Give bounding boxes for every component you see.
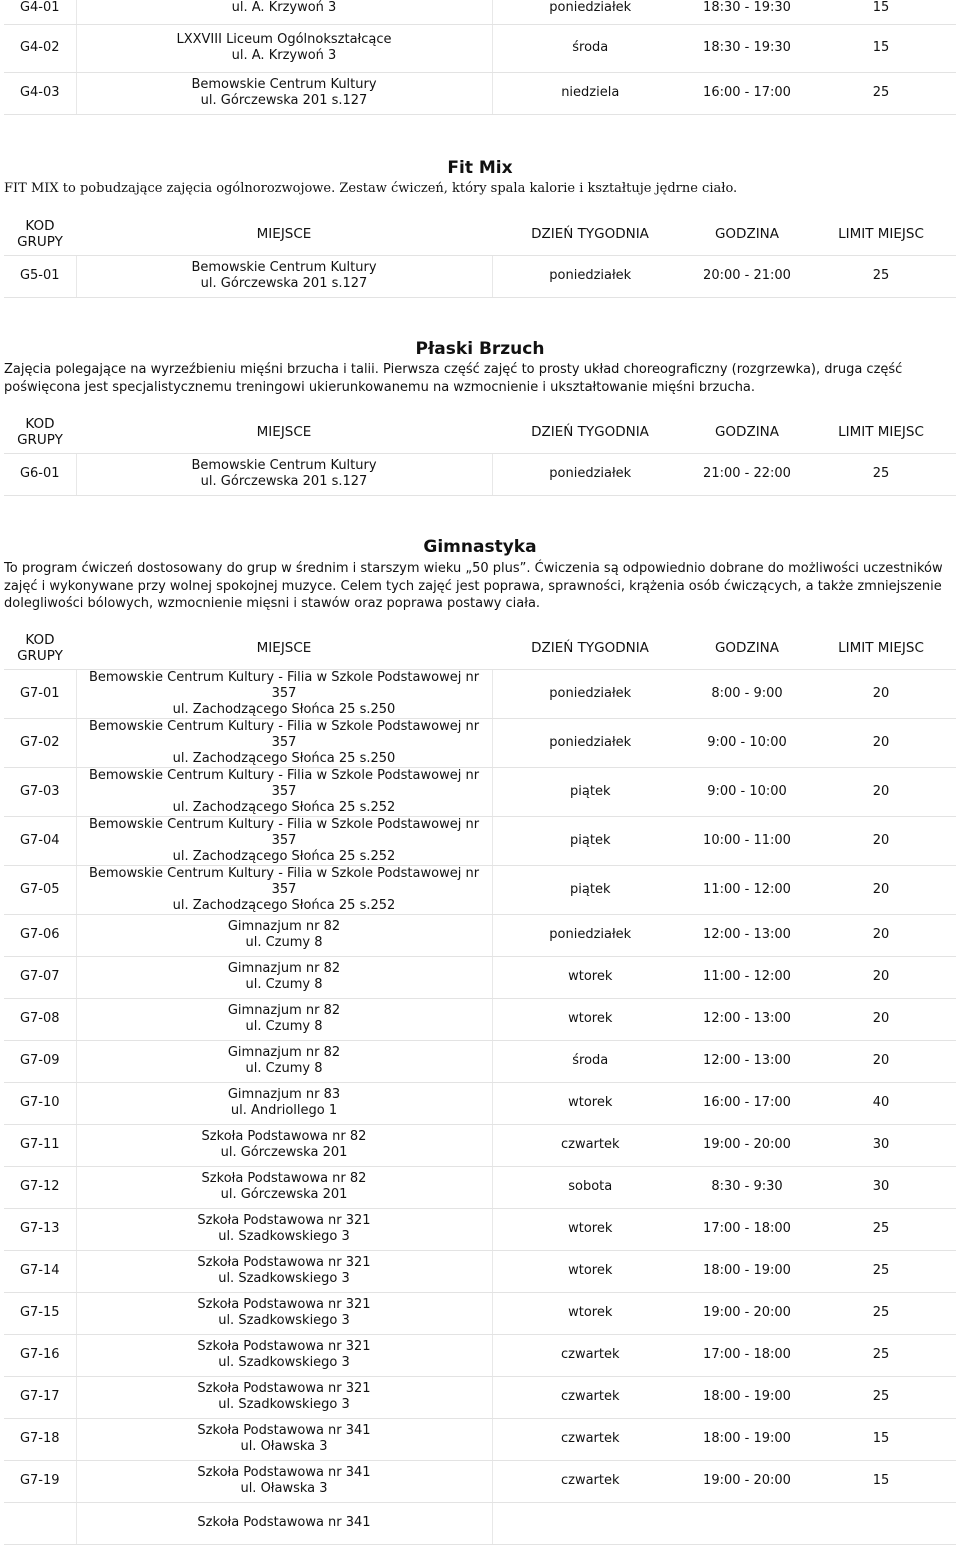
weekday: piątek (492, 865, 688, 914)
header-code-line1: KOD (25, 217, 55, 234)
header-day: DZIEŃ TYGODNIA (492, 213, 688, 255)
header-day: DZIEŃ TYGODNIA (492, 411, 688, 453)
table-header-row (4, 411, 956, 453)
place-cell (76, 24, 492, 72)
header-code (4, 213, 76, 255)
place-address: ul. Oławska 3 (240, 1439, 328, 1454)
place-cell (76, 0, 492, 24)
header-hours: GODZINA (688, 213, 806, 255)
limit: 20 (806, 767, 956, 816)
table-row (4, 956, 956, 998)
place-name: Bemowskie Centrum Kultury - Filia w Szkole Podstawowej nr 357 (88, 718, 480, 750)
group-code: G7-06 (4, 914, 76, 956)
group-code: G7-17 (4, 1376, 76, 1418)
place-name: Bemowskie Centrum Kultury - Filia w Szkole Podstawowej nr 357 (88, 669, 480, 701)
group-code: G4-02 (4, 24, 76, 72)
weekday: wtorek (492, 1250, 688, 1292)
place-cell (76, 816, 492, 865)
hours: 12:00 - 13:00 (688, 914, 806, 956)
limit: 20 (806, 718, 956, 767)
weekday: poniedziałek (492, 453, 688, 495)
place-name: ul. A. Krzywoń 3 (231, 0, 337, 15)
limit: 15 (806, 0, 956, 24)
place-cell (76, 1208, 492, 1250)
place-address: ul. Czumy 8 (245, 1061, 323, 1076)
place-name: Szkoła Podstawowa nr 321 (197, 1381, 371, 1396)
weekday: niedziela (492, 72, 688, 114)
place-address: ul. Zachodzącego Słońca 25 s.252 (172, 848, 396, 864)
hours: 18:30 - 19:30 (688, 0, 806, 24)
group-code: G7-13 (4, 1208, 76, 1250)
table-row (4, 255, 956, 297)
weekday: środa (492, 24, 688, 72)
place-name: Bemowskie Centrum Kultury (191, 260, 377, 275)
place-address: ul. Czumy 8 (245, 1019, 323, 1034)
weekday: wtorek (492, 998, 688, 1040)
place-address: ul. Górczewska 201 (220, 1187, 348, 1202)
place-name: Gimnazjum nr 82 (227, 1003, 341, 1018)
header-code-line2: GRUPY (17, 233, 63, 250)
table-row (4, 865, 956, 914)
place-address: ul. Szadkowskiego 3 (218, 1271, 350, 1286)
limit: 20 (806, 816, 956, 865)
place-cell (76, 998, 492, 1040)
weekday: czwartek (492, 1376, 688, 1418)
place-name: LXXVIII Liceum Ogólnokształcące (176, 32, 392, 47)
place-name: Szkoła Podstawowa nr 321 (197, 1297, 371, 1312)
header-code (4, 411, 76, 453)
schedule-table-fitmix (4, 213, 956, 298)
place-address: ul. Czumy 8 (245, 935, 323, 950)
weekday: czwartek (492, 1124, 688, 1166)
group-code: G7-15 (4, 1292, 76, 1334)
table-row (4, 1376, 956, 1418)
group-code: G7-01 (4, 669, 76, 718)
limit: 15 (806, 1418, 956, 1460)
table-row (4, 24, 956, 72)
hours: 12:00 - 13:00 (688, 1040, 806, 1082)
table-row (4, 1418, 956, 1460)
place-name: Szkoła Podstawowa nr 341 (197, 1515, 371, 1530)
weekday: wtorek (492, 1082, 688, 1124)
hours: 9:00 - 10:00 (688, 767, 806, 816)
place-name: Bemowskie Centrum Kultury (191, 77, 377, 92)
limit: 30 (806, 1124, 956, 1166)
place-cell (76, 669, 492, 718)
group-code: G4-03 (4, 72, 76, 114)
limit: 20 (806, 956, 956, 998)
table-row (4, 998, 956, 1040)
place-cell (76, 767, 492, 816)
header-day: DZIEŃ TYGODNIA (492, 627, 688, 669)
table-row (4, 453, 956, 495)
header-place: MIEJSCE (76, 213, 492, 255)
place-address: ul. Górczewska 201 s.127 (200, 93, 368, 108)
group-code: G7-08 (4, 998, 76, 1040)
place-name: Szkoła Podstawowa nr 82 (201, 1129, 367, 1144)
hours: 11:00 - 12:00 (688, 865, 806, 914)
limit: 25 (806, 1334, 956, 1376)
place-name: Bemowskie Centrum Kultury - Filia w Szkole Podstawowej nr 357 (88, 816, 480, 848)
weekday: poniedziałek (492, 0, 688, 24)
hours: 17:00 - 18:00 (688, 1334, 806, 1376)
place-cell (76, 956, 492, 998)
table-row (4, 1040, 956, 1082)
table-row (4, 1334, 956, 1376)
place-name: Bemowskie Centrum Kultury (191, 458, 377, 473)
table-row (4, 816, 956, 865)
group-code (4, 1502, 76, 1544)
hours: 20:00 - 21:00 (688, 255, 806, 297)
group-code: G7-07 (4, 956, 76, 998)
place-name: Szkoła Podstawowa nr 82 (201, 1171, 367, 1186)
table-row (4, 1208, 956, 1250)
limit: 25 (806, 1250, 956, 1292)
place-address: ul. Oławska 3 (240, 1481, 328, 1496)
place-cell (76, 1502, 492, 1544)
group-code: G7-03 (4, 767, 76, 816)
place-cell (76, 1334, 492, 1376)
limit: 15 (806, 1460, 956, 1502)
hours: 8:00 - 9:00 (688, 669, 806, 718)
place-cell (76, 914, 492, 956)
table-row (4, 1250, 956, 1292)
header-code-line2: GRUPY (17, 647, 63, 664)
place-address: ul. Zachodzącego Słońca 25 s.252 (172, 897, 396, 913)
schedule-table-gimnastyka (4, 627, 956, 1545)
place-cell (76, 255, 492, 297)
table-row (4, 1502, 956, 1544)
hours: 19:00 - 20:00 (688, 1292, 806, 1334)
place-cell (76, 72, 492, 114)
place-cell (76, 1040, 492, 1082)
group-code: G7-09 (4, 1040, 76, 1082)
place-name: Szkoła Podstawowa nr 321 (197, 1255, 371, 1270)
limit: 30 (806, 1166, 956, 1208)
hours: 18:00 - 19:00 (688, 1250, 806, 1292)
weekday: czwartek (492, 1334, 688, 1376)
limit: 15 (806, 24, 956, 72)
group-code: G7-04 (4, 816, 76, 865)
table-row (4, 1166, 956, 1208)
header-code-line1: KOD (25, 631, 55, 648)
place-cell (76, 865, 492, 914)
table-row (4, 1124, 956, 1166)
limit (806, 1502, 956, 1544)
hours: 18:00 - 19:00 (688, 1376, 806, 1418)
hours: 18:30 - 19:30 (688, 24, 806, 72)
group-code: G7-19 (4, 1460, 76, 1502)
header-place: MIEJSCE (76, 411, 492, 453)
group-code: G6-01 (4, 453, 76, 495)
place-name: Szkoła Podstawowa nr 341 (197, 1465, 371, 1480)
place-cell (76, 453, 492, 495)
group-code: G7-18 (4, 1418, 76, 1460)
section-title-brzuch: Płaski Brzuch (415, 339, 545, 359)
place-cell (76, 1460, 492, 1502)
place-cell (76, 1376, 492, 1418)
limit: 25 (806, 72, 956, 114)
hours: 16:00 - 17:00 (688, 1082, 806, 1124)
weekday: wtorek (492, 956, 688, 998)
limit: 25 (806, 1208, 956, 1250)
place-name: Bemowskie Centrum Kultury - Filia w Szkole Podstawowej nr 357 (88, 865, 480, 897)
weekday: czwartek (492, 1418, 688, 1460)
place-address: ul. Szadkowskiego 3 (218, 1397, 350, 1412)
place-address: ul. Szadkowskiego 3 (218, 1313, 350, 1328)
header-code-line1: KOD (25, 415, 55, 432)
place-address: ul. Czumy 8 (245, 977, 323, 992)
weekday: piątek (492, 816, 688, 865)
table-row (4, 0, 956, 24)
limit: 25 (806, 255, 956, 297)
limit: 20 (806, 998, 956, 1040)
weekday: poniedziałek (492, 914, 688, 956)
limit: 20 (806, 914, 956, 956)
weekday: wtorek (492, 1292, 688, 1334)
place-address: ul. A. Krzywoń 3 (231, 48, 337, 63)
group-code: G7-10 (4, 1082, 76, 1124)
schedule-table-brzuch (4, 411, 956, 496)
table-row (4, 72, 956, 114)
hours: 21:00 - 22:00 (688, 453, 806, 495)
header-code-line2: GRUPY (17, 431, 63, 448)
weekday: piątek (492, 767, 688, 816)
weekday (492, 1502, 688, 1544)
limit: 20 (806, 669, 956, 718)
section-title-fitmix: Fit Mix (447, 158, 513, 178)
hours: 19:00 - 20:00 (688, 1460, 806, 1502)
place-name: Bemowskie Centrum Kultury - Filia w Szkole Podstawowej nr 357 (88, 767, 480, 799)
table-row (4, 718, 956, 767)
table-row (4, 1292, 956, 1334)
section-desc-gimnastyka: To program ćwiczeń dostosowany do grup w średnim i starszym wieku „50 plus”. Ćwiczenia są odpowiednio dobrane do możliwości uczestników zajęć i wykonywane przy wolnej spokojnej muzyce. Celem tych zajęć jest poprawa, sprawności, krążenia osób ćwiczących, a także zmniejszenie dolegliwości bólowych, wzmocnienie mięsni i stawów oraz poprawa postawy ciała. (4, 561, 943, 611)
group-code: G7-12 (4, 1166, 76, 1208)
hours: 8:30 - 9:30 (688, 1166, 806, 1208)
place-address: ul. Zachodzącego Słońca 25 s.252 (172, 799, 396, 815)
place-cell (76, 718, 492, 767)
place-address: ul. Andriollego 1 (230, 1103, 338, 1118)
place-name: Szkoła Podstawowa nr 321 (197, 1339, 371, 1354)
limit: 20 (806, 1040, 956, 1082)
header-hours: GODZINA (688, 411, 806, 453)
hours: 9:00 - 10:00 (688, 718, 806, 767)
hours: 10:00 - 11:00 (688, 816, 806, 865)
place-address: ul. Zachodzącego Słońca 25 s.250 (172, 750, 396, 766)
limit: 40 (806, 1082, 956, 1124)
section-desc-fitmix: FIT MIX to pobudzające zajęcia ogólnorozwojowe. Zestaw ćwiczeń, który spala kalorie i kształtuje jędrne ciało. (4, 181, 738, 196)
group-code: G7-02 (4, 718, 76, 767)
header-limit: LIMIT MIEJSC (806, 213, 956, 255)
table-row (4, 669, 956, 718)
hours (688, 1502, 806, 1544)
place-name: Szkoła Podstawowa nr 341 (197, 1423, 371, 1438)
place-name: Gimnazjum nr 82 (227, 961, 341, 976)
place-cell (76, 1166, 492, 1208)
hours: 16:00 - 17:00 (688, 72, 806, 114)
weekday: środa (492, 1040, 688, 1082)
header-limit: LIMIT MIEJSC (806, 627, 956, 669)
hours: 11:00 - 12:00 (688, 956, 806, 998)
place-address: ul. Górczewska 201 s.127 (200, 474, 368, 489)
place-cell (76, 1418, 492, 1460)
group-code: G7-11 (4, 1124, 76, 1166)
group-code: G7-05 (4, 865, 76, 914)
table-row (4, 767, 956, 816)
hours: 19:00 - 20:00 (688, 1124, 806, 1166)
table-row (4, 1082, 956, 1124)
place-cell (76, 1292, 492, 1334)
place-address: ul. Górczewska 201 (220, 1145, 348, 1160)
place-name: Gimnazjum nr 82 (227, 1045, 341, 1060)
weekday: sobota (492, 1166, 688, 1208)
table-row (4, 914, 956, 956)
place-name: Szkoła Podstawowa nr 321 (197, 1213, 371, 1228)
limit: 20 (806, 865, 956, 914)
table-row (4, 1460, 956, 1502)
place-address: ul. Szadkowskiego 3 (218, 1229, 350, 1244)
place-address: ul. Szadkowskiego 3 (218, 1355, 350, 1370)
place-name: Gimnazjum nr 83 (227, 1087, 341, 1102)
place-address: ul. Zachodzącego Słońca 25 s.250 (172, 701, 396, 717)
hours: 18:00 - 19:00 (688, 1418, 806, 1460)
place-cell (76, 1250, 492, 1292)
limit: 25 (806, 1292, 956, 1334)
table-header-row (4, 213, 956, 255)
place-cell (76, 1124, 492, 1166)
section-desc-brzuch: Zajęcia polegające na wyrzeźbieniu mięśni brzucha i talii. Pierwsza część zajęć to prosty układ choreograficzny (rozgrzewka), druga część poświęcona jest specjalistycznemu treningowi ukierunkowanemu na wzmocnienie i ukształtowanie mięśni brzucha. (4, 362, 903, 395)
weekday: wtorek (492, 1208, 688, 1250)
header-place: MIEJSCE (76, 627, 492, 669)
header-code (4, 627, 76, 669)
hours: 12:00 - 13:00 (688, 998, 806, 1040)
limit: 25 (806, 1376, 956, 1418)
group-code: G4-01 (4, 0, 76, 24)
header-limit: LIMIT MIEJSC (806, 411, 956, 453)
group-code: G5-01 (4, 255, 76, 297)
limit: 25 (806, 453, 956, 495)
group-code: G7-16 (4, 1334, 76, 1376)
place-cell (76, 1082, 492, 1124)
weekday: poniedziałek (492, 255, 688, 297)
place-address: ul. Górczewska 201 s.127 (200, 276, 368, 291)
weekday: poniedziałek (492, 669, 688, 718)
weekday: czwartek (492, 1460, 688, 1502)
group-code: G7-14 (4, 1250, 76, 1292)
table-header-row (4, 627, 956, 669)
weekday: poniedziałek (492, 718, 688, 767)
schedule-table-continued (4, 0, 956, 115)
hours: 17:00 - 18:00 (688, 1208, 806, 1250)
header-hours: GODZINA (688, 627, 806, 669)
place-name: Gimnazjum nr 82 (227, 919, 341, 934)
section-title-gimnastyka: Gimnastyka (423, 537, 537, 557)
